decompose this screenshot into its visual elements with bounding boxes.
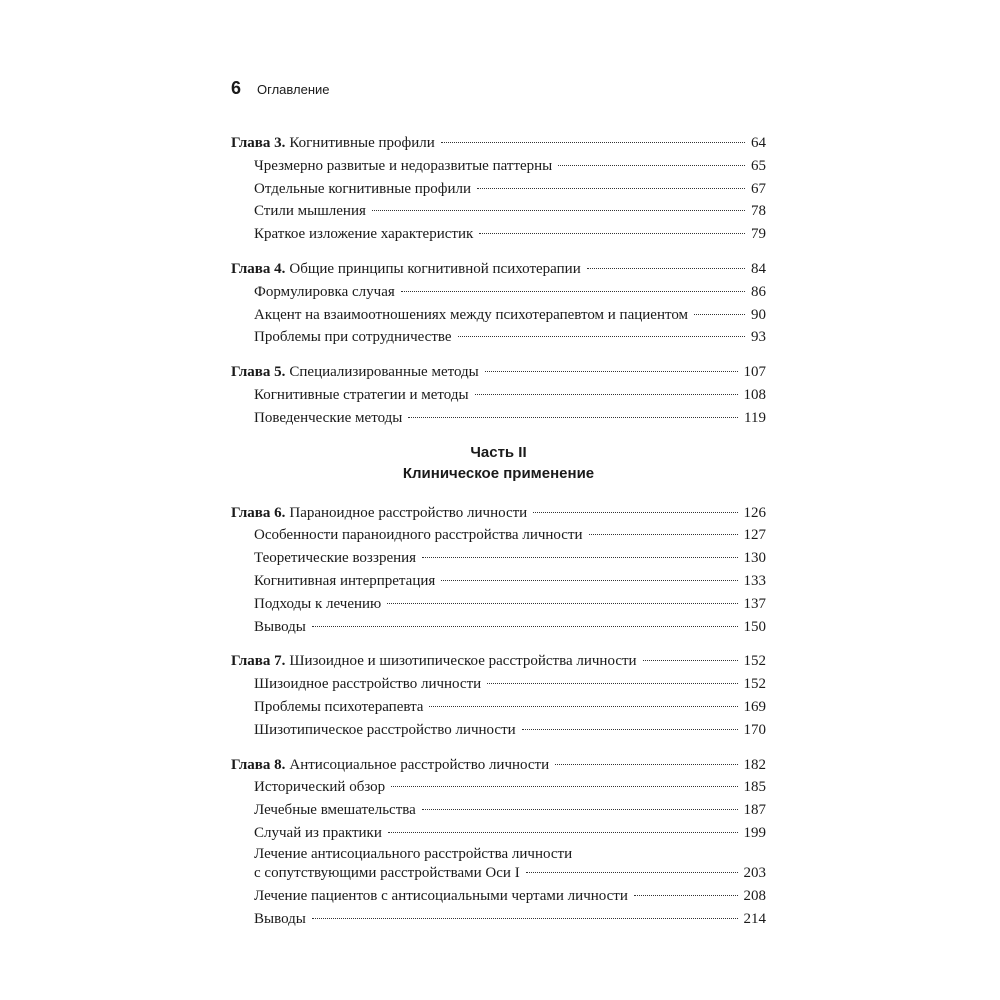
section-title: Формулировка случая [254, 283, 395, 300]
dot-leader [643, 660, 738, 661]
section-title: Теоретические воззрения [254, 550, 417, 567]
chapter-entry[interactable] [231, 361, 766, 384]
page-ref: 170 [743, 721, 766, 738]
chapter-title: Когнитивные профили [289, 135, 435, 151]
page-ref: 93 [751, 329, 766, 346]
section-title: Лечение пациентов с антисоциальными чертами личности [254, 887, 628, 904]
section-title-line2: с сопутствующими расстройствами Оси I [254, 864, 520, 881]
section-title: Чрезмерно развитые и недоразвитые паттерны [254, 157, 553, 174]
chapter-8 [231, 754, 766, 931]
section-entry[interactable] [231, 547, 766, 570]
page-ref: 126 [743, 504, 766, 521]
section-entry[interactable] [231, 673, 766, 696]
dot-leader [634, 895, 738, 896]
dot-leader [694, 314, 745, 315]
chapter-entry[interactable] [231, 502, 766, 525]
chapter-5 [231, 361, 766, 429]
page-ref: 79 [751, 226, 766, 243]
page-ref: 137 [743, 595, 766, 612]
dot-leader [387, 603, 737, 604]
dot-leader [475, 394, 738, 395]
dot-leader [312, 918, 738, 919]
page-ref: 182 [743, 756, 766, 773]
chapter-number: Глава 4. [231, 260, 286, 277]
section-entry[interactable] [231, 776, 766, 799]
dot-leader [312, 626, 738, 627]
dot-leader [487, 683, 737, 684]
section-title: Исторический обзор [254, 779, 386, 796]
section-entry[interactable] [231, 223, 766, 246]
dot-leader [555, 764, 737, 765]
dot-leader [479, 233, 745, 234]
section-title: Случай из практики [254, 824, 382, 841]
section-entry[interactable] [231, 616, 766, 639]
chapter-title: Антисоциальное расстройство личности [289, 756, 550, 773]
chapter-number: Глава 5. [231, 364, 286, 381]
page-ref: 67 [751, 180, 766, 197]
section-title: Шизоидное расстройство личности [254, 676, 482, 693]
section-title: Проблемы психотерапевта [254, 698, 424, 715]
chapter-entry[interactable] [231, 754, 766, 777]
section-entry[interactable] [231, 822, 766, 845]
dot-leader [533, 512, 737, 513]
section-entry[interactable] [231, 384, 766, 407]
dot-leader [422, 809, 738, 810]
section-title: Подходы к лечению [254, 595, 382, 612]
dot-leader [391, 786, 737, 787]
chapter-entry[interactable] [231, 650, 766, 673]
page-ref: 90 [751, 306, 766, 323]
page-ref: 185 [743, 779, 766, 796]
section-title: Особенности параноидного расстройства личности [254, 527, 583, 544]
chapter-number: Глава 7. [231, 653, 286, 670]
dot-leader [485, 371, 738, 372]
dot-leader [388, 832, 738, 833]
section-entry[interactable] [231, 326, 766, 349]
section-title: Отдельные когнитивные профили [254, 180, 472, 197]
section-entry[interactable] [231, 799, 766, 822]
section-title-line1: Лечение антисоциального расстройства личности [254, 845, 573, 862]
page-ref: 199 [743, 824, 766, 841]
section-title: Проблемы при сотрудничестве [254, 329, 452, 346]
dot-leader [401, 291, 745, 292]
dot-leader [422, 557, 737, 558]
page-ref: 150 [743, 618, 766, 635]
dot-leader [372, 210, 745, 211]
section-entry[interactable] [231, 281, 766, 304]
section-entry[interactable] [231, 593, 766, 616]
section-entry[interactable] [231, 885, 766, 908]
page-ref: 107 [743, 364, 766, 381]
page-ref: 64 [751, 135, 766, 151]
chapter-7 [231, 650, 766, 741]
page-ref: 130 [743, 550, 766, 567]
page-ref: 152 [743, 676, 766, 693]
section-entry[interactable] [231, 155, 766, 178]
dot-leader [589, 534, 738, 535]
chapter-4 [231, 258, 766, 349]
chapter-number: Глава 8. [231, 756, 286, 773]
dot-leader [558, 165, 745, 166]
page-ref: 133 [743, 572, 766, 589]
chapter-entry[interactable] [231, 132, 766, 155]
page-ref: 65 [751, 157, 766, 174]
section-title: Лечебные вмешательства [254, 802, 416, 819]
chapter-entry[interactable] [231, 258, 766, 281]
chapter-6 [231, 502, 766, 639]
page-ref: 169 [743, 698, 766, 715]
section-title: Когнитивные стратегии и методы [254, 386, 469, 403]
table-of-contents [231, 132, 766, 942]
chapter-3 [231, 132, 766, 246]
section-entry[interactable] [231, 407, 766, 430]
page-ref: 119 [744, 409, 766, 426]
page-ref: 86 [751, 283, 766, 300]
dot-leader [429, 706, 737, 707]
page-ref: 108 [743, 386, 766, 403]
section-entry[interactable] [231, 200, 766, 223]
chapter-title: Специализированные методы [289, 364, 479, 381]
part-title: Клиническое применение [402, 464, 595, 482]
dot-leader [408, 417, 738, 418]
chapter-title: Шизоидное и шизотипическое расстройства личности [289, 653, 637, 670]
page-header [231, 78, 330, 99]
section-entry-multiline[interactable] [231, 845, 766, 885]
page-ref: 84 [751, 260, 766, 277]
part-heading [231, 442, 766, 484]
dot-leader [458, 336, 745, 337]
section-title: Шизотипическое расстройство личности [254, 721, 516, 738]
section-entry[interactable] [231, 304, 766, 327]
section-title: Поведенческие методы [254, 409, 403, 426]
dot-leader [477, 188, 745, 189]
page-ref: 78 [751, 203, 766, 220]
chapter-number: Глава 6. [231, 504, 286, 521]
dot-leader [526, 872, 738, 873]
page-ref: 208 [743, 887, 766, 904]
section-title: Акцент на взаимоотношениях между психотерапевтом и пациентом [254, 306, 689, 323]
dot-leader [522, 729, 738, 730]
dot-leader [441, 142, 745, 143]
section-title: Выводы [254, 910, 306, 927]
page-number: 6 [231, 78, 242, 98]
section-entry[interactable] [231, 696, 766, 719]
section-title: Краткое изложение характеристик [254, 226, 474, 243]
section-entry[interactable] [231, 908, 766, 931]
section-entry[interactable] [231, 178, 766, 201]
page-ref: 203 [743, 864, 766, 881]
page-ref: 187 [743, 802, 766, 819]
part-number: Часть II [470, 443, 527, 461]
page-ref: 214 [743, 910, 766, 927]
dot-leader [441, 580, 737, 581]
section-title: Выводы [254, 618, 306, 635]
chapter-title: Параноидное расстройство личности [289, 504, 528, 521]
section-title: Когнитивная интерпретация [254, 572, 436, 589]
section-entry[interactable] [231, 719, 766, 742]
chapter-number: Глава 3. [231, 135, 286, 151]
page-ref: 152 [743, 653, 766, 670]
chapter-title: Общие принципы когнитивной психотерапии [289, 260, 581, 277]
section-title: Стили мышления [254, 203, 366, 220]
section-entry[interactable] [231, 524, 766, 547]
dot-leader [587, 268, 745, 269]
section-entry[interactable] [231, 570, 766, 593]
running-title: Оглавление [257, 82, 330, 97]
page-ref: 127 [743, 527, 766, 544]
